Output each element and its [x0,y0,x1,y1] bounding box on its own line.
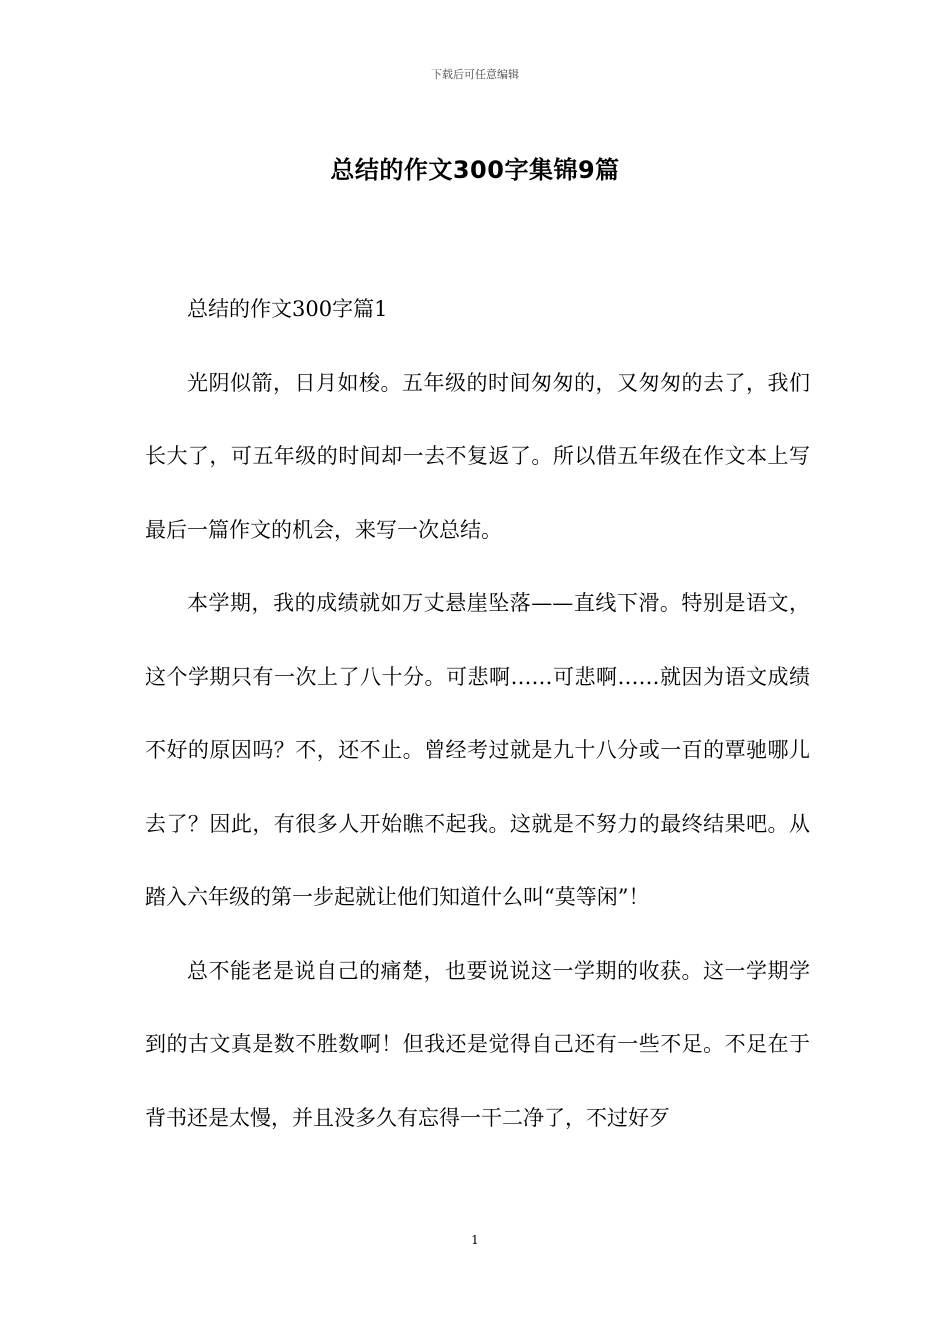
document-title: 总结的作文300字集锦9篇 [330,156,620,184]
section-heading: 总结的作文300字篇1 [187,297,388,321]
paragraph-2: 本学期，我的成绩就如万丈悬崖坠落——直线下滑。特别是语文，这个学期只有一次上了八十分。可悲啊……可悲啊……就因为语文成绩不好的原因吗？不，还不止。曾经考过就是九十八分或一百的覃驰哪儿去了？因此，有很多人开始瞧不起我。这就是不努力的最终结果吧。从踏入六年级的第一步起就让他们知道什么叫“莫等闲”！ [145,591,810,909]
page-number: 1 [471,1233,479,1247]
document-body [145,273,810,1155]
header-note: 下载后可任意编辑 [431,68,519,81]
paragraph-3: 总不能老是说自己的痛楚，也要说说这一学期的收获。这一学期学到的古文真是数不胜数啊！但我还是觉得自己还有一些不足。不足在于背书还是太慢，并且没多久有忘得一干二净了，不过好歹 [145,958,810,1130]
paragraph-1: 光阴似箭，日月如梭。五年级的时间匆匆的，又匆匆的去了，我们长大了，可五年级的时间却一去不复返了。所以借五年级在作文本上写最后一篇作文的机会，来写一次总结。 [145,370,810,542]
